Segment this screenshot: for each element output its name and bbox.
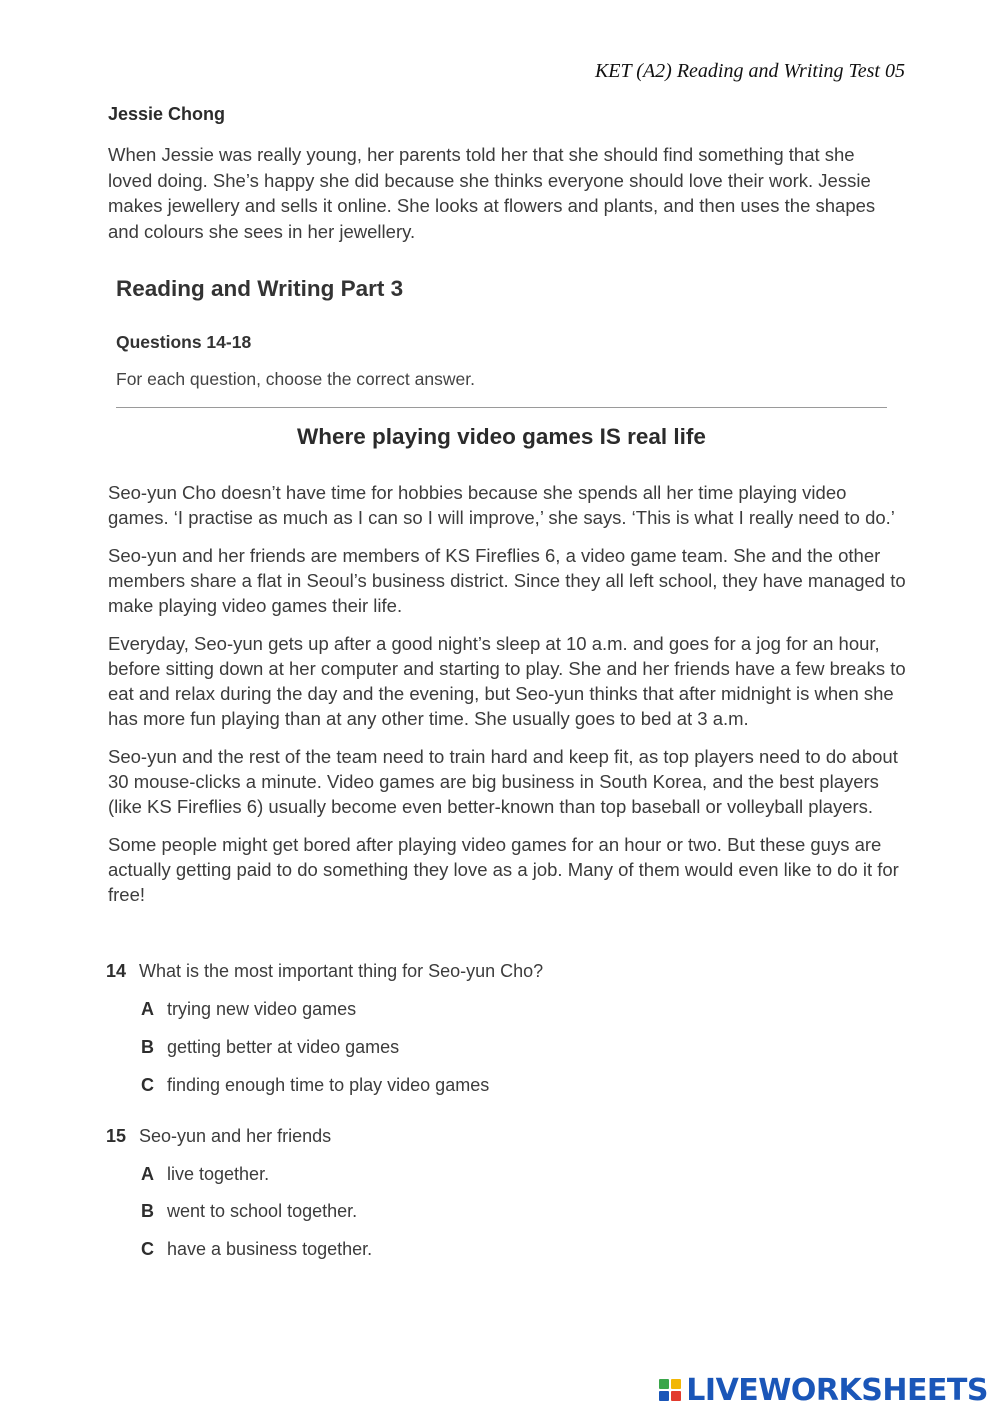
option-text: getting better at video games — [167, 1037, 400, 1057]
option-15-c[interactable] — [141, 1239, 372, 1260]
questions-range: Questions 14-18 — [116, 332, 252, 352]
option-text: have a business together. — [167, 1239, 373, 1259]
logo-square-red — [671, 1391, 681, 1401]
article-paragraph: Seo-yun and the rest of the team need to train hard and keep fit, as top players need to do about 30 mouse-clicks a minute. Video games are big business in South Korea, and the best players (like KS Fireflies 6) usually become even better-known than top baseball or volleyball players. — [108, 746, 898, 817]
option-15-a[interactable] — [141, 1164, 269, 1185]
liveworksheets-logo-icon — [659, 1379, 681, 1401]
option-14-a[interactable] — [141, 999, 356, 1020]
option-letter: A — [141, 999, 154, 1019]
question-number: 14 — [106, 961, 127, 981]
profile-text: When Jessie was really young, her parents told her that she should find something that she loved doing. She’s happy she did because she thinks everyone should love their work. Jessie makes jewellery and sells it online. She looks at flowers and plants, and then uses the shapes and colours she sees in her jewellery. — [108, 144, 876, 242]
article-paragraph: Seo-yun Cho doesn’t have time for hobbies because she spends all her time playing video games. ‘I practise as much as I can so I will improve,’ she says. ‘This is what I really need to do.’ — [108, 482, 895, 528]
option-text: live together. — [167, 1164, 270, 1184]
divider — [116, 407, 887, 408]
option-letter: C — [141, 1075, 154, 1095]
question-14 — [106, 961, 543, 982]
article-paragraph: Seo-yun and her friends are members of KS Fireflies 6, a video game team. She and the other members share a flat in Seoul’s business district. Since they all left school, they have managed to make playing video games their life. — [108, 545, 906, 616]
article-paragraph: Everyday, Seo-yun gets up after a good night’s sleep at 10 a.m. and goes for a jog for an hour, before sitting down at her computer and starting to play. She and her friends have a few breaks to eat and relax during the day and the evening, but Seo-yun thinks that after midnight is when she has more fun playing than at any other time. She usually goes to bed at 3 a.m. — [108, 633, 906, 729]
option-letter: A — [141, 1164, 154, 1184]
option-14-b[interactable] — [141, 1037, 399, 1058]
question-15 — [106, 1126, 331, 1147]
header-title: KET (A2) Reading and Writing Test 05 — [594, 60, 905, 82]
option-letter: B — [141, 1037, 154, 1057]
question-number: 15 — [106, 1126, 127, 1146]
article-body — [108, 480, 908, 920]
logo-square-blue — [659, 1391, 669, 1401]
logo-square-green — [659, 1379, 669, 1389]
option-14-c[interactable] — [141, 1075, 489, 1096]
logo-text: LIVEWORKSHEETS — [686, 1372, 988, 1408]
question-text: Seo-yun and her friends — [139, 1126, 332, 1146]
option-text: finding enough time to play video games — [167, 1075, 490, 1095]
option-letter: C — [141, 1239, 154, 1259]
instructions: For each question, choose the correct answer. — [116, 369, 475, 389]
option-text: trying new video games — [167, 999, 357, 1019]
part-title: Reading and Writing Part 3 — [116, 276, 404, 301]
option-letter: B — [141, 1201, 154, 1221]
liveworksheets-logo[interactable] — [659, 1372, 988, 1408]
article-paragraph: Some people might get bored after playing video games for an hour or two. But these guys are actually getting paid to do something they love as a job. Many of them would even like to do it for free! — [108, 834, 899, 905]
profile-name: Jessie Chong — [108, 104, 226, 124]
option-15-b[interactable] — [141, 1201, 357, 1222]
logo-square-yellow — [671, 1379, 681, 1389]
article-title: Where playing video games IS real life — [297, 424, 706, 449]
question-text: What is the most important thing for Seo-yun Cho? — [139, 961, 544, 981]
option-text: went to school together. — [167, 1201, 358, 1221]
